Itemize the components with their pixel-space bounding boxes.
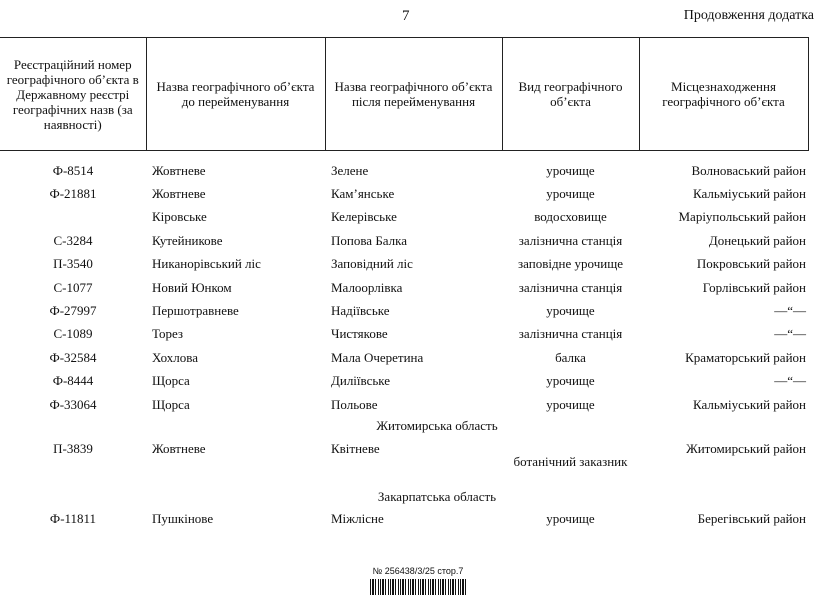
object-type: урочище — [546, 373, 595, 389]
table-row — [0, 370, 808, 393]
object-type: залізнична станція — [518, 232, 623, 248]
name-after: Квітневе — [331, 441, 380, 457]
name-before: Никанорівський ліс — [152, 256, 261, 272]
location: —“— — [774, 303, 806, 319]
header-location: Місцезнаходження географічного об’єкта — [639, 38, 808, 151]
location: —“— — [774, 326, 806, 342]
name-after: Міжлісне — [331, 510, 384, 526]
barcode — [370, 579, 468, 595]
table-row — [0, 323, 808, 346]
object-type: водосховище — [534, 209, 607, 225]
registration-number: Ф-11811 — [49, 510, 97, 526]
name-before: Першотравневе — [152, 303, 239, 319]
name-after: Надіївське — [331, 303, 390, 319]
name-before: Жовтневе — [152, 441, 206, 457]
name-after: Польове — [331, 396, 378, 412]
renaming-table — [0, 37, 809, 531]
table-row — [0, 346, 808, 369]
name-after: Кам’янське — [331, 186, 395, 202]
name-before: Торез — [152, 326, 184, 342]
registration-number: П-3540 — [53, 256, 93, 272]
table-row — [0, 507, 808, 530]
name-before: Щорса — [152, 373, 190, 389]
document-stamp: № 256438/3/25 стор.7 — [372, 566, 464, 576]
object-type: урочище — [546, 303, 595, 319]
header-object-type: Вид географічного об’єкта — [502, 38, 639, 151]
location: Житомирський район — [686, 441, 806, 457]
name-before: Жовтневе — [152, 162, 206, 178]
object-type: залізнична станція — [518, 279, 623, 295]
name-before: Хохлова — [152, 349, 198, 365]
object-type: урочище — [546, 162, 595, 178]
location: Покровський район — [696, 256, 806, 272]
registration-number: С-3284 — [53, 232, 93, 248]
name-after: Чистякове — [331, 326, 388, 342]
object-type: заповідне урочище — [518, 256, 623, 272]
registration-number: Ф-21881 — [49, 186, 97, 202]
location: Берегівський район — [697, 510, 806, 526]
name-after: Диліївське — [331, 373, 391, 389]
name-before: Кіровське — [152, 209, 207, 225]
object-type: урочище — [546, 396, 595, 412]
region-heading-row — [0, 416, 808, 436]
table-row — [0, 436, 808, 487]
registration-number: С-1089 — [53, 326, 93, 342]
location: —“— — [774, 373, 806, 389]
location: Маріупольський район — [678, 209, 806, 225]
region-heading-zakarpattia: Закарпатська область — [377, 489, 497, 505]
name-before: Кутейникове — [152, 232, 223, 248]
name-after: Келерівське — [331, 209, 397, 225]
name-after: Попова Балка — [331, 232, 408, 248]
location: Кальміуський район — [692, 396, 806, 412]
table-row — [0, 393, 808, 416]
location: Кальміуський район — [692, 186, 806, 202]
registration-number: Ф-8514 — [52, 162, 94, 178]
table-row — [0, 229, 808, 252]
table-row — [0, 299, 808, 322]
registration-number: С-1077 — [53, 279, 93, 295]
table-row — [0, 276, 808, 299]
object-type: урочище — [546, 510, 595, 526]
registration-number: Ф-32584 — [49, 349, 97, 365]
object-type: урочище — [546, 186, 595, 202]
name-after: Малоорлівка — [331, 279, 403, 295]
name-before: Новий Юнком — [152, 279, 232, 295]
name-after: Мала Очеретина — [331, 349, 424, 365]
location: Горлівський район — [702, 279, 806, 295]
name-after: Зелене — [331, 162, 369, 178]
name-before: Жовтневе — [152, 186, 206, 202]
registration-number: Ф-33064 — [49, 396, 97, 412]
location: Донецький район — [708, 232, 806, 248]
header-name-after: Назва географічного об’єкта після перейменування — [325, 38, 502, 151]
table-row — [0, 182, 808, 205]
location: Волноваський район — [691, 162, 806, 178]
table-row — [0, 253, 808, 276]
object-type: залізнична станція — [518, 326, 623, 342]
registration-number: П-3839 — [53, 441, 93, 457]
name-before: Пушкінове — [152, 510, 214, 526]
continuation-label: Продовження додатка — [683, 8, 814, 23]
location: Краматорський район — [685, 349, 806, 365]
table-row — [0, 159, 808, 182]
registration-number: Ф-8444 — [52, 373, 94, 389]
object-type: ботанічний заказник — [513, 454, 628, 470]
table-row — [0, 206, 808, 229]
page-number: 7 — [402, 8, 410, 24]
region-heading-zhytomyr: Житомирська область — [376, 418, 498, 434]
header-name-before: Назва географічного об’єкта до перейменування — [146, 38, 325, 151]
object-type: балка — [555, 349, 586, 365]
table-header-row — [0, 38, 808, 151]
registration-number — [0, 206, 146, 229]
registration-number: Ф-27997 — [49, 303, 97, 319]
header-registration-number: Реєстраційний номер географічного об’єкта в Державному реєстрі географічних назв (за наявності) — [0, 38, 146, 151]
name-before: Щорса — [152, 396, 190, 412]
region-heading-row — [0, 487, 808, 507]
name-after: Заповідний ліс — [331, 256, 413, 272]
